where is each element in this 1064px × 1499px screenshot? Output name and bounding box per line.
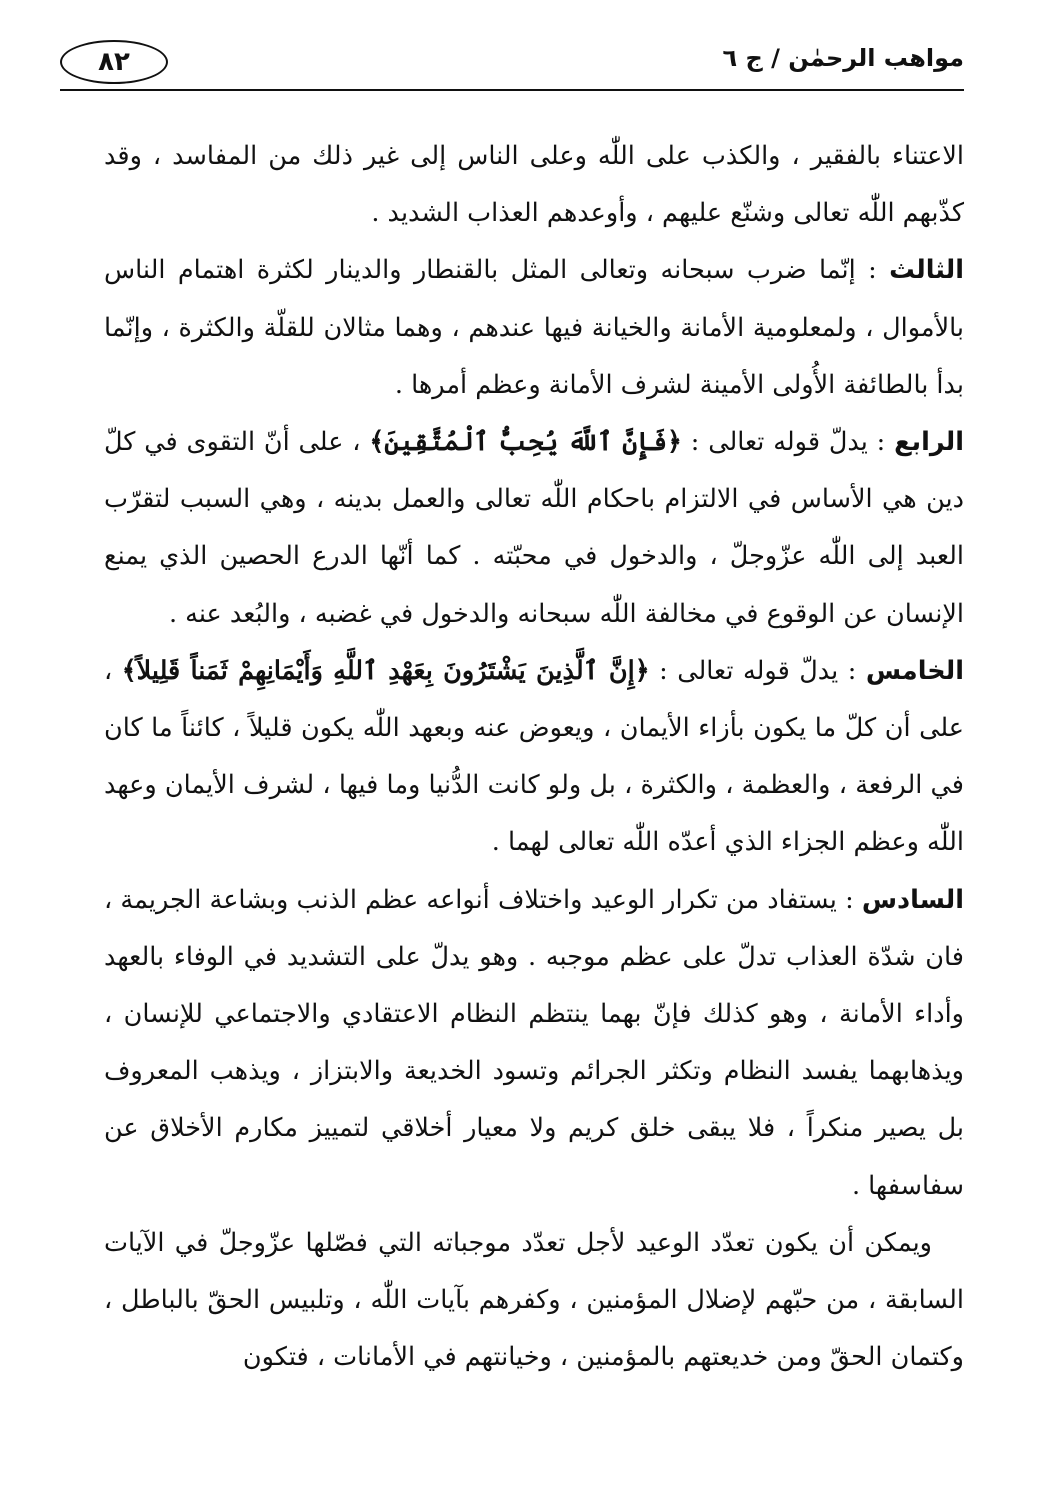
paragraph-intro: : يدلّ قوله تعالى : [681,427,895,458]
point-heading: الرابع [894,427,964,458]
paragraph-text: ، على أن كلّ ما يكون بأزاء الأيمان ، ويعوض عنه وبعهد اللّٰه يكون قليلاً ، كائناً ما كان في الرفعة ، والعظمة ، والكثرة ، بل ولو كانت الدُّنيا وما فيها ، لشرف الأيمان وعهد اللّٰه وعظم الجزاء الذي أعدّه اللّٰه تعالى لهما . [104,655,964,858]
paragraph-intro: : يدلّ قوله تعالى : [649,655,866,686]
paragraph-text: : يستفاد من تكرار الوعيد واختلاف أنواعه عظم الذنب وبشاعة الجريمة ، فان شدّة العذاب تدلّ على عظم موجبه . وهو يدلّ على التشديد في الوفاء بالعهد وأداء الأمانة ، وهو كذلك فإنّ بهما ينتظم النظام الاعتقادي والاجتماعي للإنسان ، ويذهابهما يفسد النظام وتكثر الجرائم وتسود الخديعة والابتزاز ، ويذهب المعروف بل يصير منكراً ، فلا يبقى خلق كريم ولا معيار أخلاقي لتمييز مكارم الأخلاق عن سفاسفها . [104,884,964,1201]
quran-verse: ﴿إِنَّ ٱلَّذِينَ يَشْتَرُونَ بِعَهْدِ ٱللَّهِ وَأَيْمَانِهِمْ ثَمَناً قَلِيلاً﴾ [121,655,650,686]
paragraph-final [104,1215,964,1387]
running-head [60,40,964,90]
point-heading: الثالث [889,255,964,286]
page-number: ٨٢ [60,40,168,84]
paragraph-1 [104,128,964,242]
paragraph-fourth [104,414,964,643]
paragraph-text: ويمكن أن يكون تعدّد الوعيد لأجل تعدّد موجباته التي فصّلها عزّوجلّ في الآيات السابقة ، من حبّهم لإضلال المؤمنين ، وكفرهم بآيات اللّٰه ، وتلبيس الحقّ بالباطل ، وكتمان الحقّ ومن خديعتهم بالمؤمنين ، وخيانتهم في الأمانات ، فتكون [104,1227,964,1373]
quran-verse: ﴿فَإِنَّ ٱللَّهَ يُحِبُّ ٱلْمُتَّقِينَ﴾ [369,427,682,458]
point-heading: السادس [861,884,964,915]
header-divider [60,89,964,91]
point-heading: الخامس [865,655,964,686]
paragraph-third [104,242,964,414]
paragraph-text: الاعتناء بالفقير ، والكذب على اللّٰه وعلى الناس إلى غير ذلك من المفاسد ، وقد كذّبهم اللّٰه تعالى وشنّع عليهم ، وأوعدهم العذاب الشديد . [104,141,964,229]
paragraph-text: ، على أنّ التقوى في كلّ دين هي الأساس في الالتزام باحكام اللّٰه تعالى والعمل بدينه ، وهي السبب لتقرّب العبد إلى اللّٰه عزّوجلّ ، والدخول في محبّته . كما أنّها الدرع الحصين الذي يمنع الإنسان عن الوقوع في مخالفة اللّٰه سبحانه والدخول في غضبه ، والبُعد عنه . [104,427,964,629]
paragraph-fifth [104,643,964,872]
book-title: مواهب الرحمٰن / ج ٦ [722,44,964,72]
paragraph-text: : إنّما ضرب سبحانه وتعالى المثل بالقنطار والدينار لكثرة اهتمام الناس بالأموال ، ولمعلومية الأمانة والخيانة فيها عندهم ، وهما مثالان للقلّة والكثرة ، وإنّما بدأ بالطائفة الأُولى الأمينة لشرف الأمانة وعظم أمرها . [104,255,964,400]
body-text [104,128,964,1386]
paragraph-sixth [104,872,964,1215]
